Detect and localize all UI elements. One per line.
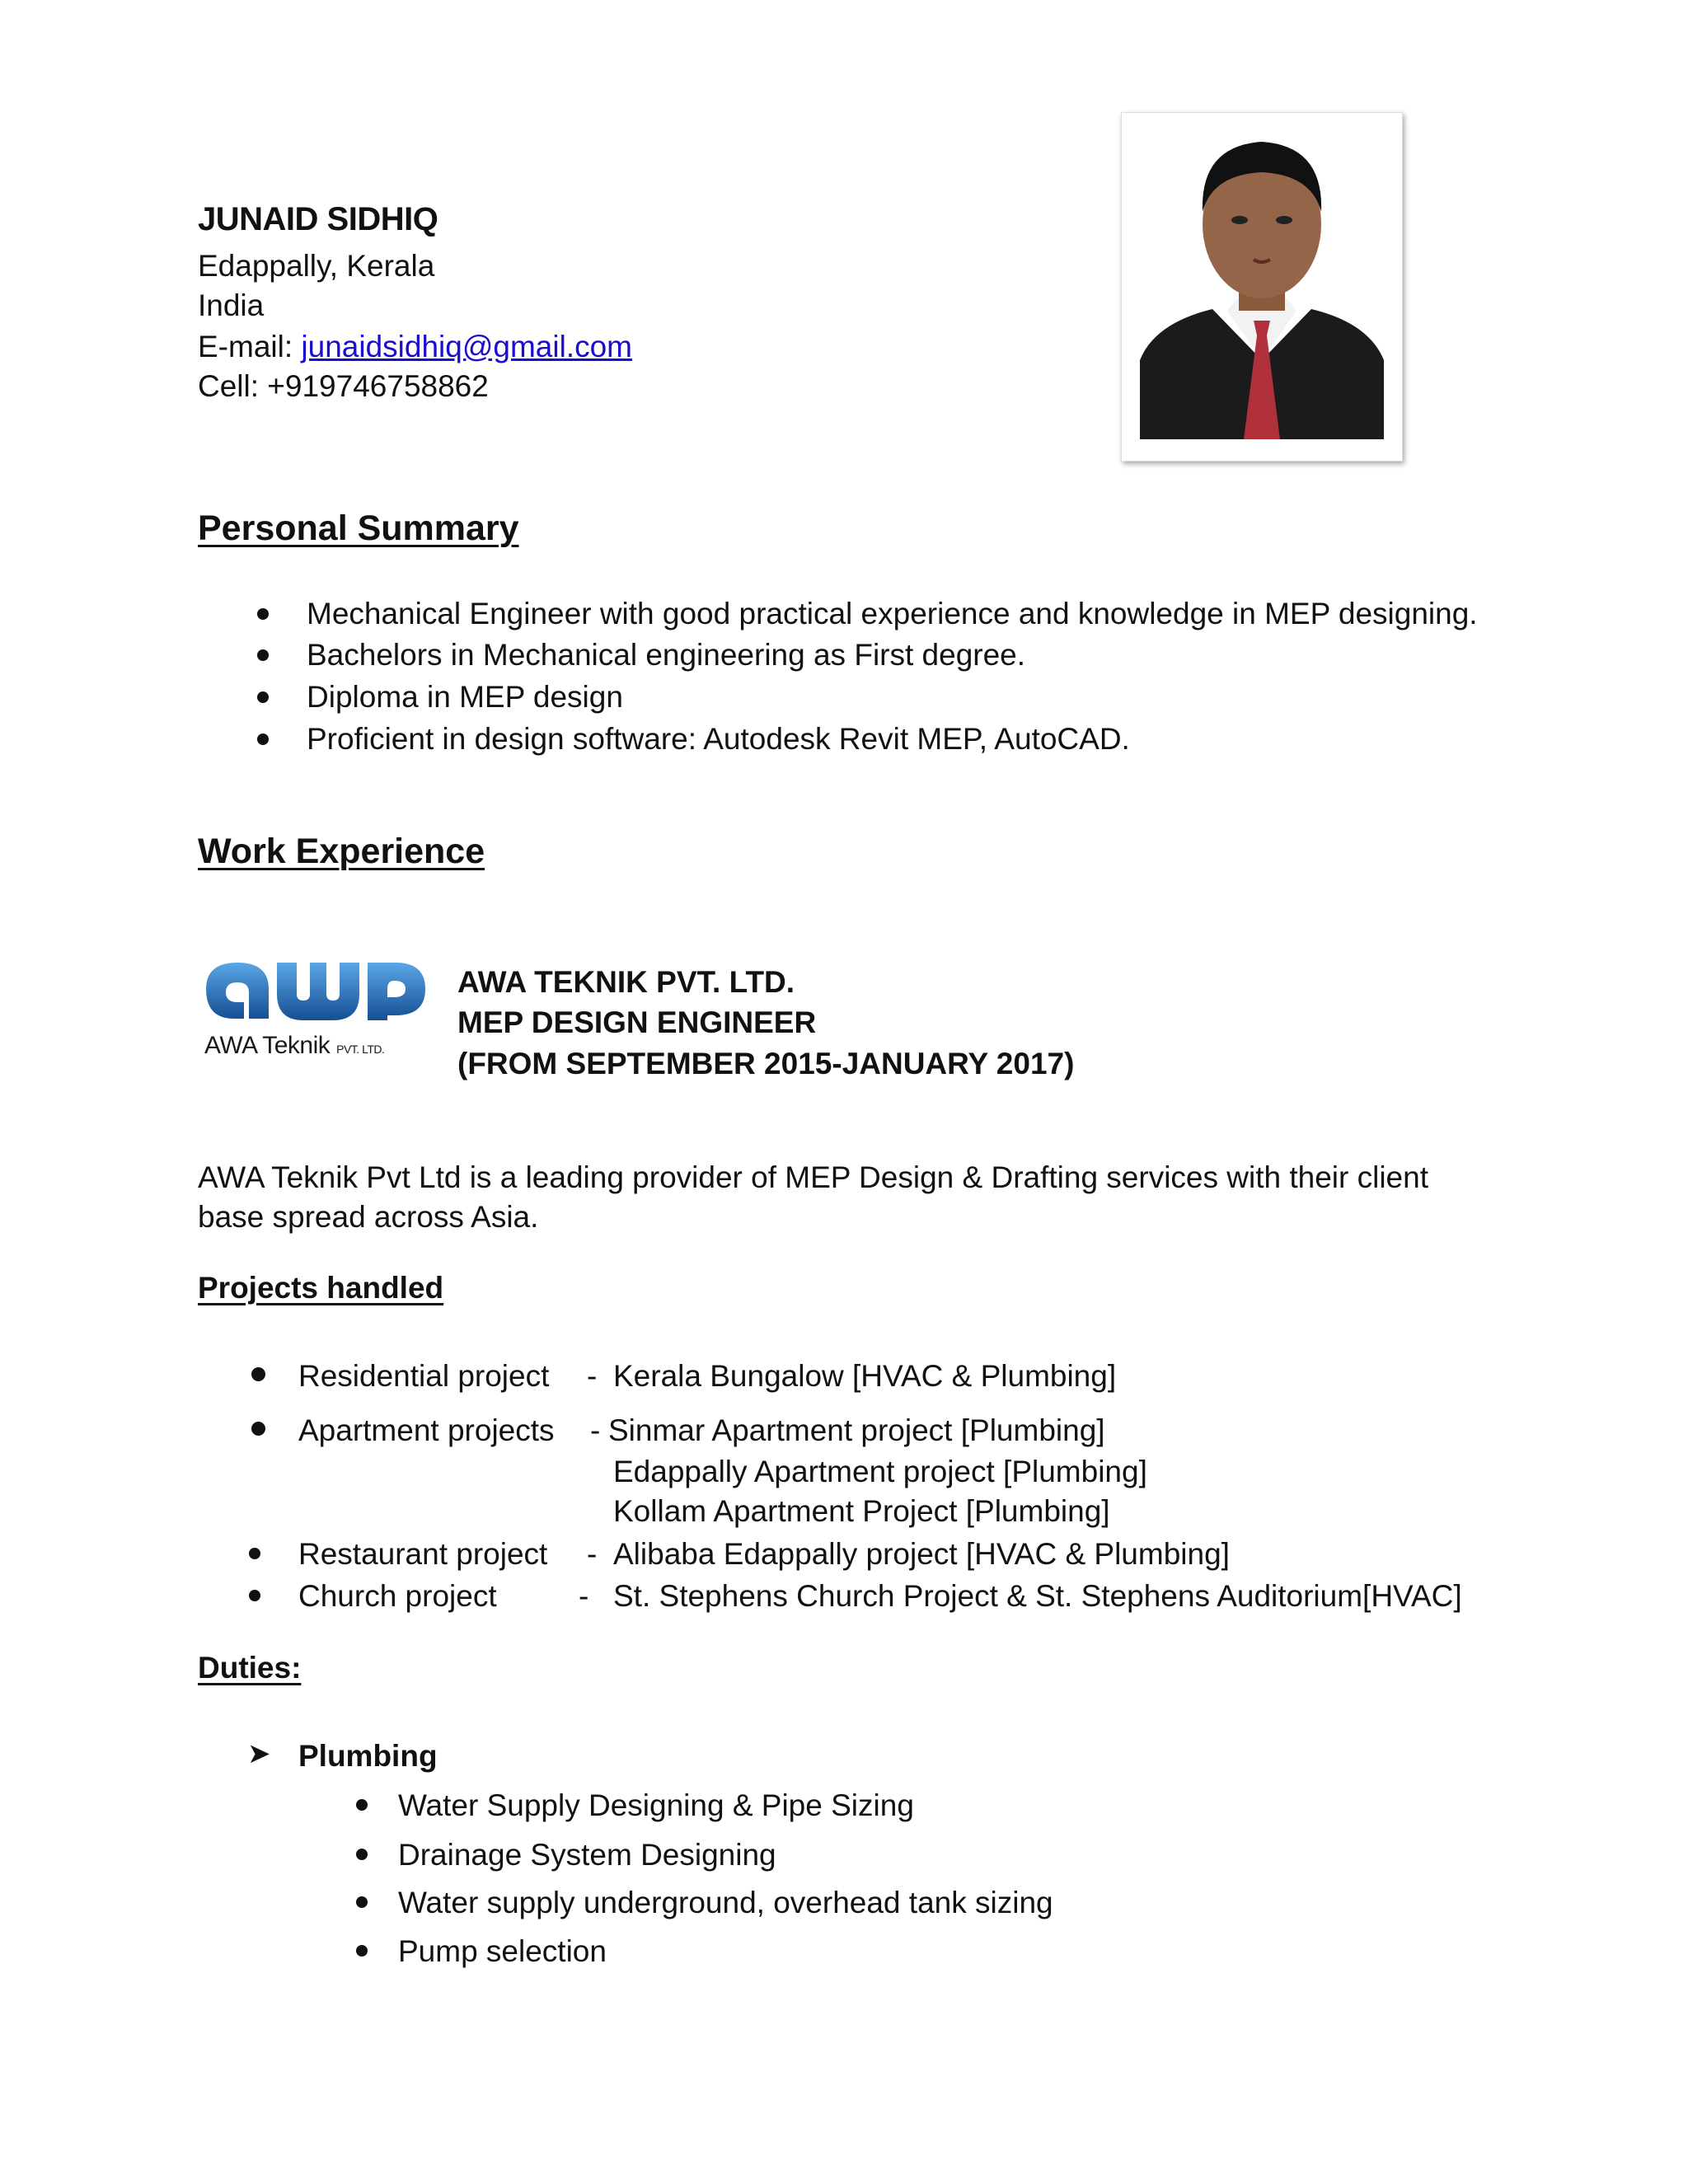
bullet-icon [249, 1590, 260, 1601]
project-detail: St. Stephens Church Project & St. Stephens Auditorium[HVAC] [613, 1579, 1462, 1613]
address-line-2: India [198, 288, 265, 322]
bullet-icon [251, 1422, 265, 1436]
summary-item-4: Proficient in design software: Autodesk Revit MEP, AutoCAD. [307, 722, 1130, 756]
job-role: MEP DESIGN ENGINEER [457, 1005, 817, 1039]
bullet-icon [257, 733, 269, 745]
bullet-icon [356, 1896, 368, 1908]
bullet-icon [356, 1945, 368, 1957]
profile-photo [1121, 112, 1403, 462]
project-dash: - [587, 1537, 598, 1571]
summary-item-1: Mechanical Engineer with good practical experience and knowledge in MEP designing. [307, 597, 1478, 630]
bullet-icon [257, 649, 269, 661]
duty-category: Plumbing [298, 1739, 438, 1773]
email-row [198, 327, 632, 367]
duty-item-1: Water Supply Designing & Pipe Sizing [398, 1788, 914, 1822]
bullet-icon [356, 1849, 368, 1860]
bullet-icon [249, 1548, 260, 1559]
project-detail: Edappally Apartment project [Plumbing] [613, 1455, 1147, 1488]
logo-name: AWA Teknik [204, 1032, 331, 1059]
duty-item-4: Pump selection [398, 1934, 607, 1968]
project-type-church: Church project [298, 1579, 497, 1613]
email-link[interactable]: junaidsidhiq@gmail.com [301, 330, 632, 363]
summary-item-2: Bachelors in Mechanical engineering as First degree. [307, 638, 1026, 672]
project-dash: - [590, 1413, 601, 1447]
logo-text [204, 1032, 384, 1060]
portrait-image [1122, 113, 1402, 461]
company-name: AWA TEKNIK PVT. LTD. [457, 965, 795, 999]
projects-heading: Projects handled [198, 1271, 444, 1305]
personal-summary-heading: Personal Summary [198, 509, 519, 548]
company-description-line-1: AWA Teknik Pvt Ltd is a leading provider of MEP Design & Drafting services with their client [198, 1160, 1428, 1194]
company-logo [198, 956, 429, 1067]
candidate-name: JUNAID SIDHIQ [198, 201, 438, 237]
duties-heading: Duties: [198, 1651, 302, 1685]
summary-item-3: Diploma in MEP design [307, 680, 623, 714]
cell-number: Cell: +919746758862 [198, 369, 489, 403]
bullet-icon [257, 691, 269, 703]
project-detail: Alibaba Edappally project [HVAC & Plumbing] [613, 1537, 1230, 1571]
bullet-icon [251, 1367, 265, 1381]
address-line-1: Edappally, Kerala [198, 249, 435, 283]
project-type-restaurant: Restaurant project [298, 1537, 548, 1571]
duty-item-2: Drainage System Designing [398, 1838, 776, 1872]
project-detail: Kerala Bungalow [HVAC & Plumbing] [613, 1359, 1117, 1393]
email-label: E-mail: [198, 330, 302, 363]
project-type-residential: Residential project [298, 1359, 550, 1393]
project-dash: - [587, 1359, 598, 1393]
arrow-bullet-icon: ➤ [247, 1738, 271, 1769]
employment-period: (FROM SEPTEMBER 2015-JANUARY 2017) [457, 1047, 1075, 1080]
company-description-line-2: base spread across Asia. [198, 1200, 539, 1234]
project-dash: - [579, 1579, 589, 1613]
work-experience-heading: Work Experience [198, 832, 485, 871]
project-detail: Sinmar Apartment project [Plumbing] [608, 1413, 1105, 1447]
duty-item-3: Water supply underground, overhead tank sizing [398, 1886, 1053, 1919]
project-detail: Kollam Apartment Project [Plumbing] [613, 1494, 1110, 1528]
project-type-apartment: Apartment projects [298, 1413, 555, 1447]
bullet-icon [257, 608, 269, 620]
bullet-icon [356, 1799, 368, 1811]
logo-suffix: PVT. LTD. [336, 1043, 385, 1056]
